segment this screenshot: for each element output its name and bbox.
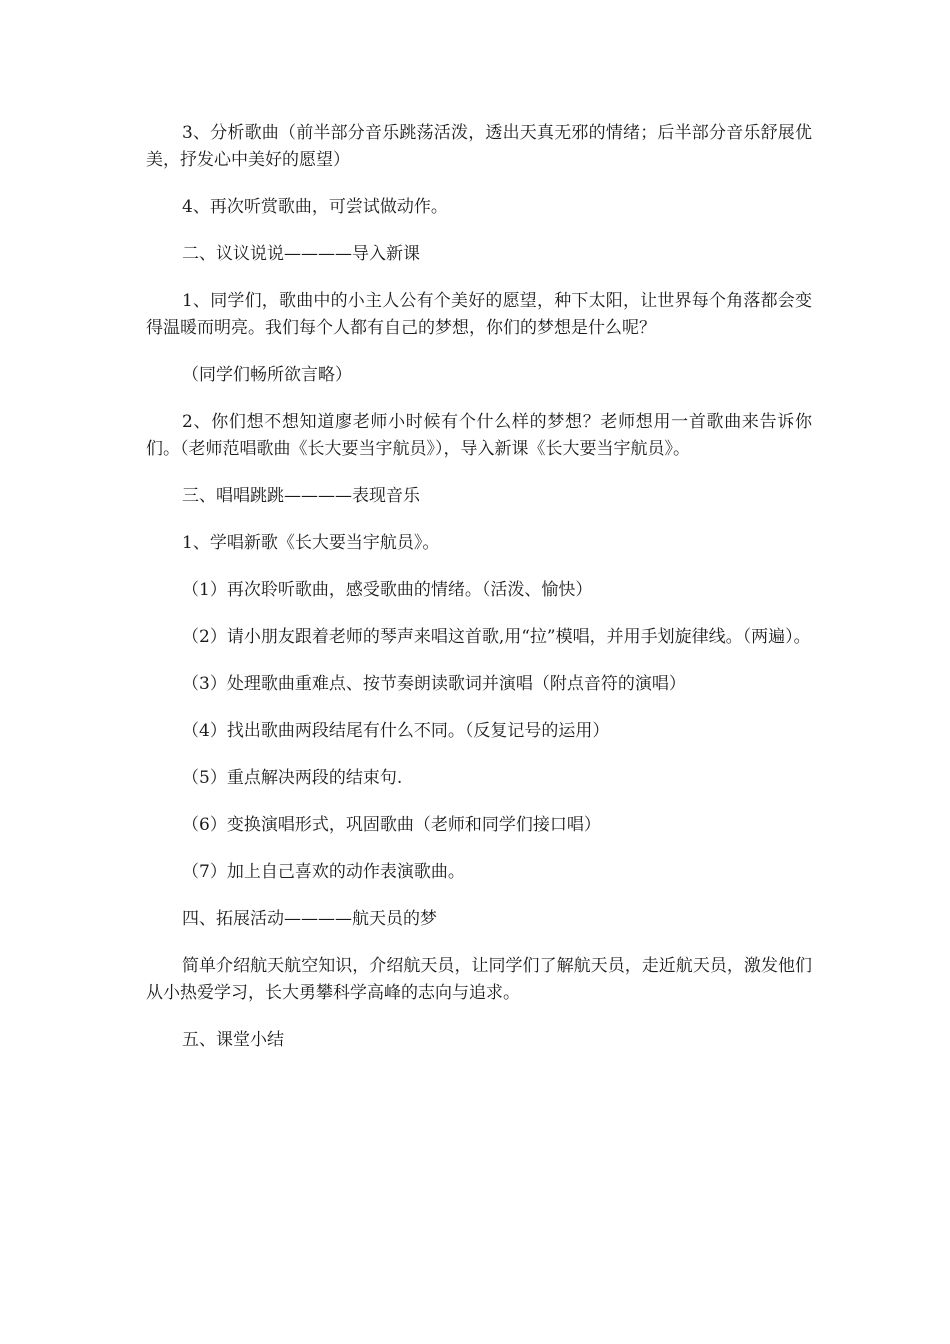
paragraph-learn-song: 1、学唱新歌《长大要当宇航员》。 — [182, 533, 440, 553]
step-6: （6）变换演唱形式，巩固歌曲（老师和同学们接口唱） — [182, 815, 601, 835]
section-heading-3: 三、唱唱跳跳————表现音乐 — [182, 486, 420, 506]
document-body — [146, 120, 812, 1074]
paragraph-dream-question: 1、同学们，歌曲中的小主人公有个美好的愿望，种下太阳，让世界每个角落都会变得温暖而明亮。我们每个人都有自己的梦想，你们的梦想是什么呢？ — [146, 291, 812, 338]
paragraph-listen-again: 4、再次听赏歌曲，可尝试做动作。 — [182, 197, 448, 217]
section-heading-4: 四、拓展活动————航天员的梦 — [182, 909, 437, 929]
paragraph-teacher-dream: 2、你们想不想知道廖老师小时候有个什么样的梦想？老师想用一首歌曲来告诉你们。（老师范唱歌曲《长大要当宇航员》），导入新课《长大要当宇航员》。 — [146, 412, 812, 459]
section-heading-2: 二、议议说说————导入新课 — [182, 244, 420, 264]
paragraph-analyze-song: 3、分析歌曲（前半部分音乐跳荡活泼，透出天真无邪的情绪；后半部分音乐舒展优美，抒发心中美好的愿望） — [146, 123, 812, 170]
step-2: （2）请小朋友跟着老师的琴声来唱这首歌,用“拉”模唱，并用手划旋律线。（两遍）。 — [182, 627, 811, 647]
paragraph-space-intro: 简单介绍航天航空知识，介绍航天员，让同学们了解航天员，走近航天员，激发他们从小热爱学习，长大勇攀科学高峰的志向与追求。 — [146, 956, 812, 1003]
step-4: （4）找出歌曲两段结尾有什么不同。（反复记号的运用） — [182, 721, 610, 741]
step-3: （3）处理歌曲重难点、按节奏朗读歌词并演唱（附点音符的演唱） — [182, 674, 686, 694]
step-7: （7）加上自己喜欢的动作表演歌曲。 — [182, 862, 465, 882]
section-heading-5: 五、课堂小结 — [182, 1030, 284, 1050]
paragraph-students-speak: （同学们畅所欲言略） — [182, 365, 352, 385]
step-5: （5）重点解决两段的结束句. — [182, 768, 403, 788]
step-1: （1）再次聆听歌曲，感受歌曲的情绪。（活泼、愉快） — [182, 580, 593, 600]
